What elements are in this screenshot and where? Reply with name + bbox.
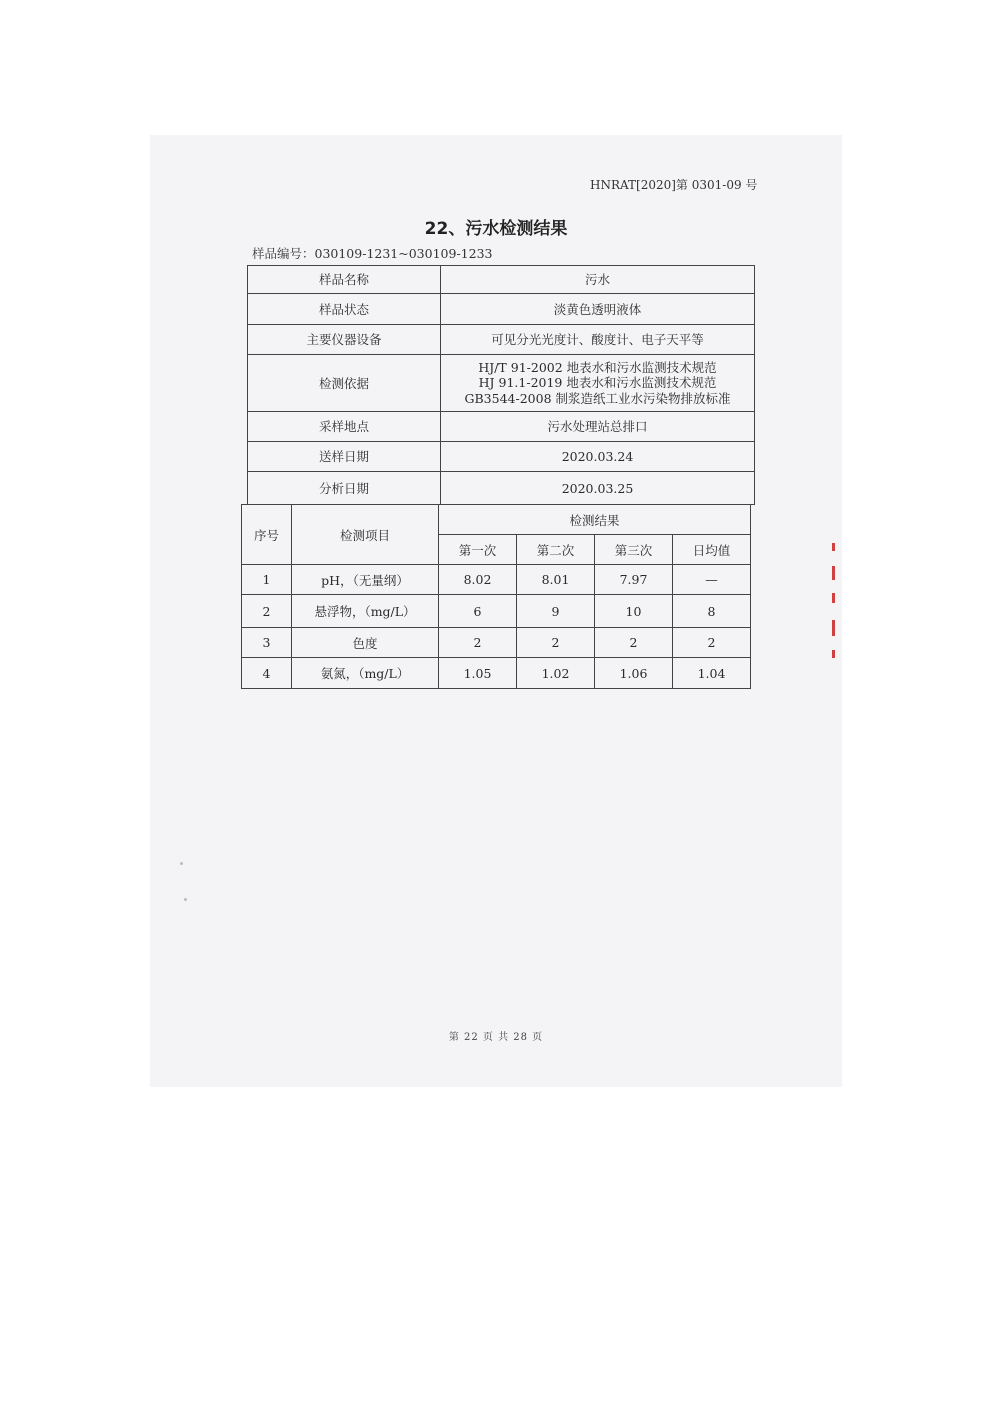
- info-row: [248, 472, 755, 505]
- sample-number: 样品编号：030109-1231~030109-1233: [252, 246, 493, 261]
- value-cell: 7.97: [595, 565, 673, 595]
- document-number: HNRAT[2020]第 0301-09 号: [590, 178, 758, 192]
- sample-info-table: [247, 265, 755, 505]
- item-cell: 氨氮，（mg/L）: [292, 658, 439, 689]
- seal-edge-mark: [832, 593, 835, 603]
- table-row: [242, 595, 751, 628]
- value-cell: 2: [517, 628, 595, 658]
- value-cell: —: [673, 565, 751, 595]
- value-cell: 8.01: [517, 565, 595, 595]
- results-table: [241, 504, 751, 689]
- basis-row: [248, 355, 755, 412]
- info-label: 送样日期: [248, 442, 441, 472]
- table-row: [242, 565, 751, 595]
- value-cell: 1.02: [517, 658, 595, 689]
- page-footer: 第 22 页 共 28 页: [448, 1032, 544, 1043]
- value-cell: 1.05: [439, 658, 517, 689]
- seq-cell: 4: [242, 658, 292, 689]
- value-cell: 2: [673, 628, 751, 658]
- sub-header: 第二次: [517, 535, 595, 565]
- info-label: 分析日期: [248, 472, 441, 505]
- seal-edge-mark: [832, 650, 835, 658]
- seal-edge-mark: [832, 620, 835, 636]
- item-cell: 色度: [292, 628, 439, 658]
- value-cell: 8: [673, 595, 751, 628]
- info-row: [248, 325, 755, 355]
- basis-label: 检测依据: [248, 355, 441, 412]
- binding-speck: [184, 898, 187, 901]
- info-value: 2020.03.25: [441, 472, 755, 505]
- info-value: 2020.03.24: [441, 442, 755, 472]
- sub-header: 第三次: [595, 535, 673, 565]
- results-header-row: [242, 505, 751, 535]
- basis-standard: HJ/T 91-2002 地表水和污水监测技术规范: [478, 359, 717, 375]
- info-value: 污水: [441, 266, 755, 294]
- basis-value: [441, 355, 755, 412]
- table-row: [242, 658, 751, 689]
- info-label: 采样地点: [248, 412, 441, 442]
- table-row: [242, 628, 751, 658]
- seq-cell: 3: [242, 628, 292, 658]
- seal-edge-mark: [832, 566, 835, 580]
- item-header: 检测项目: [292, 505, 439, 565]
- info-label: 样品状态: [248, 294, 441, 325]
- item-cell: 悬浮物，（mg/L）: [292, 595, 439, 628]
- info-row: [248, 294, 755, 325]
- info-row: [248, 442, 755, 472]
- info-value: 可见分光光度计、酸度计、电子天平等: [441, 325, 755, 355]
- sub-header: 第一次: [439, 535, 517, 565]
- info-label: 主要仪器设备: [248, 325, 441, 355]
- value-cell: 8.02: [439, 565, 517, 595]
- info-label: 样品名称: [248, 266, 441, 294]
- value-cell: 2: [439, 628, 517, 658]
- info-value: 污水处理站总排口: [441, 412, 755, 442]
- sub-header: 日均值: [673, 535, 751, 565]
- info-value: 淡黄色透明液体: [441, 294, 755, 325]
- seal-edge-mark: [832, 543, 835, 551]
- item-cell: pH，（无量纲）: [292, 565, 439, 595]
- value-cell: 1.04: [673, 658, 751, 689]
- value-cell: 9: [517, 595, 595, 628]
- binding-speck: [180, 862, 183, 865]
- basis-standard: HJ 91.1-2019 地表水和污水监测技术规范: [478, 375, 717, 391]
- info-row: [248, 412, 755, 442]
- seq-cell: 1: [242, 565, 292, 595]
- page-title: 22、污水检测结果: [424, 219, 568, 239]
- seq-cell: 2: [242, 595, 292, 628]
- value-cell: 10: [595, 595, 673, 628]
- value-cell: 1.06: [595, 658, 673, 689]
- result-header: 检测结果: [439, 505, 751, 535]
- basis-standard: GB3544-2008 制浆造纸工业水污染物排放标准: [464, 390, 731, 406]
- value-cell: 6: [439, 595, 517, 628]
- seq-header: 序号: [242, 505, 292, 565]
- value-cell: 2: [595, 628, 673, 658]
- info-row: [248, 266, 755, 294]
